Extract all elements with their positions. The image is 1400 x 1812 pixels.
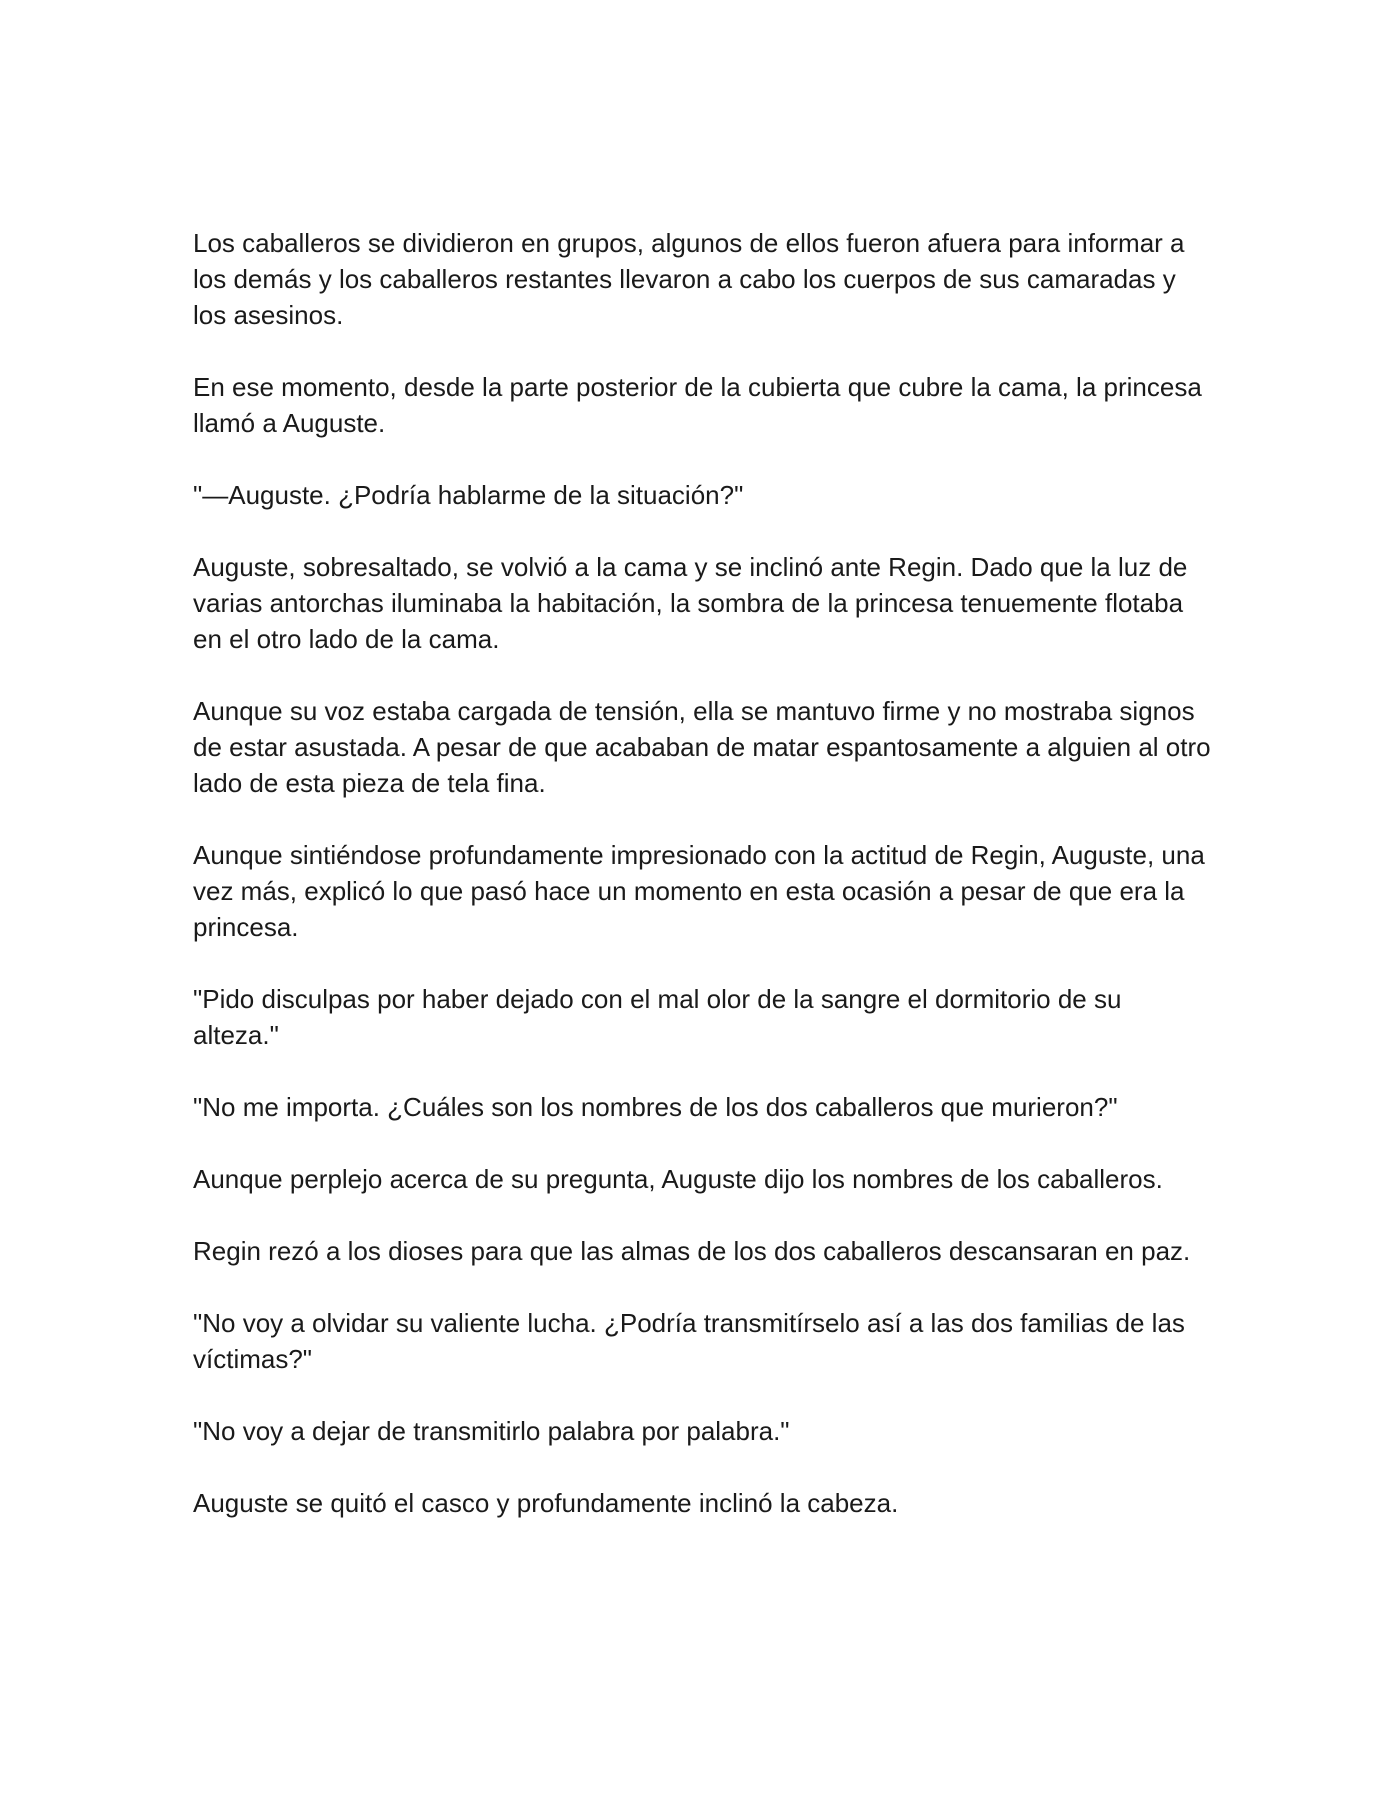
paragraph: Aunque perplejo acerca de su pregunta, Auguste dijo los nombres de los caballeros.	[193, 1164, 1163, 1194]
paragraph: "No voy a dejar de transmitirlo palabra por palabra."	[193, 1416, 790, 1446]
paragraph: "No me importa. ¿Cuáles son los nombres de los dos caballeros que murieron?"	[193, 1092, 1118, 1122]
paragraph: Auguste, sobresaltado, se volvió a la cama y se inclinó ante Regin. Dado que la luz de varias antorchas iluminaba la habitación, la sombra de la princesa tenuemente flotaba en el otro lado de la cama.	[193, 552, 1188, 654]
paragraph: "No voy a olvidar su valiente lucha. ¿Podría transmitírselo así a las dos familias de las víctimas?"	[193, 1308, 1185, 1374]
paragraph: "Pido disculpas por haber dejado con el mal olor de la sangre el dormitorio de su alteza."	[193, 984, 1122, 1050]
paragraph: Auguste se quitó el casco y profundamente inclinó la cabeza.	[193, 1488, 899, 1518]
body-text	[193, 225, 1213, 1557]
paragraph: Los caballeros se dividieron en grupos, algunos de ellos fueron afuera para informar a los demás y los caballeros restantes llevaron a cabo los cuerpos de sus camaradas y los asesinos.	[193, 228, 1185, 330]
paragraph: Aunque su voz estaba cargada de tensión, ella se mantuvo firme y no mostraba signos de estar asustada. A pesar de que acababan de matar espantosamente a alguien al otro lado de esta pieza de tela fina.	[193, 696, 1211, 798]
paragraph: "—Auguste. ¿Podría hablarme de la situación?"	[193, 480, 744, 510]
paragraph: En ese momento, desde la parte posterior de la cubierta que cubre la cama, la princesa llamó a Auguste.	[193, 372, 1202, 438]
paragraph: Regin rezó a los dioses para que las almas de los dos caballeros descansaran en paz.	[193, 1236, 1191, 1266]
paragraph: Aunque sintiéndose profundamente impresionado con la actitud de Regin, Auguste, una vez más, explicó lo que pasó hace un momento en esta ocasión a pesar de que era la princesa.	[193, 840, 1205, 942]
